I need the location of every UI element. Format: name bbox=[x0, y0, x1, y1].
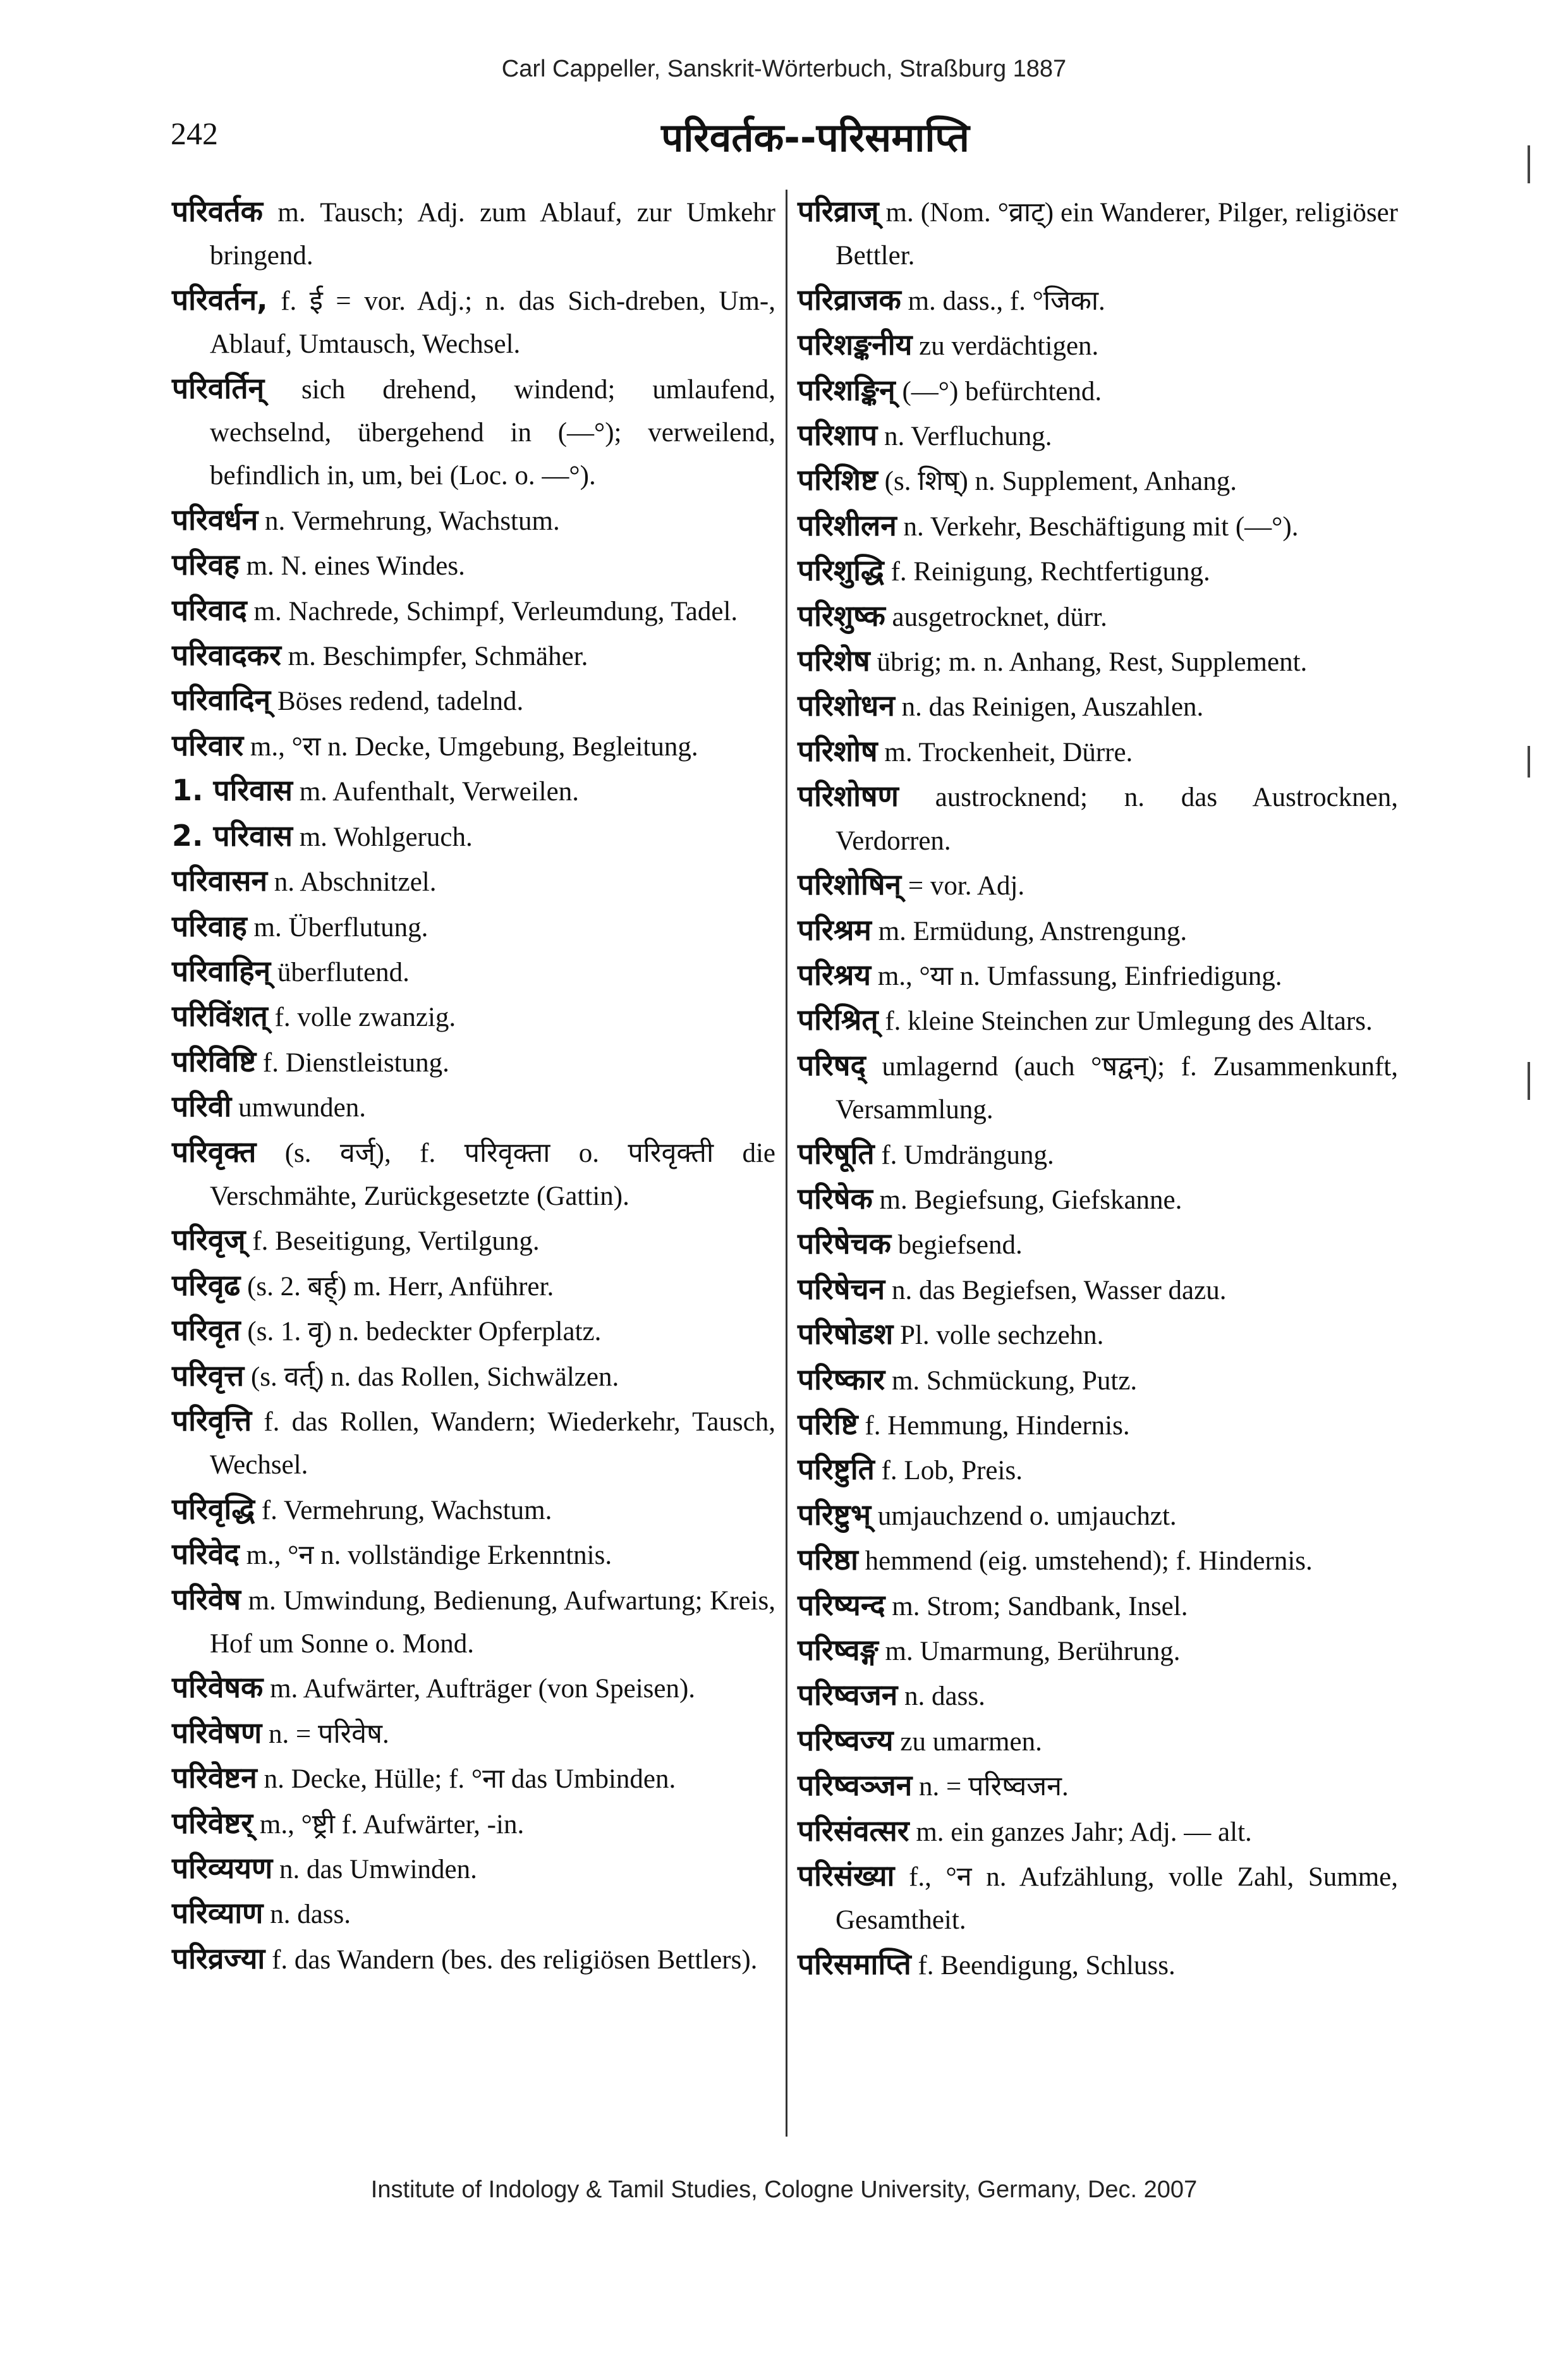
entry-definition: (s. वर्त्) n. das Rollen, Sichwälzen. bbox=[244, 1362, 619, 1392]
dictionary-entry bbox=[172, 1130, 775, 1219]
entry-headword: परिशुद्धि bbox=[798, 553, 884, 588]
dictionary-entry bbox=[798, 190, 1398, 278]
entry-definition: n. = परिष्वजन. bbox=[912, 1772, 1069, 1802]
page-number: 242 bbox=[171, 116, 218, 151]
entry-definition: m., °ष्ट्री f. Aufwärter, -in. bbox=[253, 1809, 525, 1839]
entry-definition: umwunden. bbox=[231, 1093, 366, 1123]
entry-definition: m. Wohlgeruch. bbox=[292, 822, 473, 852]
entry-definition: m., °या n. Umfassung, Einfriedigung. bbox=[871, 961, 1282, 991]
entry-definition: n. Vermehrung, Wachstum. bbox=[258, 506, 560, 536]
dictionary-entry bbox=[798, 863, 1398, 908]
dictionary-entry bbox=[172, 498, 775, 543]
entry-definition: ausgetrocknet, dürr. bbox=[885, 602, 1107, 632]
dictionary-entry bbox=[798, 953, 1398, 998]
entry-headword: परिवर्तन, bbox=[172, 282, 268, 317]
entry-definition: m. Schmückung, Putz. bbox=[885, 1365, 1138, 1396]
dictionary-entry bbox=[172, 859, 775, 904]
entry-headword: परिशोषिन् bbox=[798, 867, 902, 902]
entry-headword: परिष्वञ्जन bbox=[798, 1768, 913, 1803]
dictionary-entry bbox=[798, 369, 1398, 413]
entry-definition: m. Trockenheit, Dürre. bbox=[877, 737, 1133, 767]
dictionary-entry bbox=[798, 278, 1398, 323]
dictionary-entry bbox=[798, 323, 1398, 368]
entry-headword: परिसंख्या bbox=[798, 1858, 895, 1893]
entry-headword: परिव्राजक bbox=[798, 282, 901, 317]
entry-definition: zu verdächtigen. bbox=[912, 331, 1099, 362]
entry-headword: परिवासन bbox=[172, 863, 267, 898]
dictionary-entry bbox=[172, 1218, 775, 1263]
entry-definition: n. Decke, Hülle; f. °ना das Umbinden. bbox=[257, 1764, 676, 1795]
entry-definition: n. = परिवेष. bbox=[262, 1719, 389, 1749]
entry-headword: परिशङ्किन् bbox=[798, 372, 896, 407]
entry-definition: sich drehend, windend; umlaufend, wechselnd, übergehend in (—°); verweilend, befindlich in, um, bei (Loc. o. —°). bbox=[210, 374, 775, 491]
entry-headword: परिष्कार bbox=[798, 1362, 885, 1396]
entry-headword: परिवर्धन bbox=[172, 502, 258, 537]
dictionary-entry bbox=[172, 769, 775, 814]
dictionary-entry bbox=[798, 1673, 1398, 1718]
entry-headword: 2. परिवास bbox=[172, 818, 293, 853]
dictionary-entry bbox=[172, 589, 775, 633]
dictionary-entry bbox=[798, 1719, 1398, 1764]
dictionary-entry bbox=[798, 504, 1398, 549]
entry-definition: Pl. volle sechzehn. bbox=[893, 1321, 1104, 1351]
dictionary-entry bbox=[172, 678, 775, 723]
entry-definition: (s. 1. वृ) n. bedeckter Opferplatz. bbox=[240, 1317, 602, 1347]
entry-headword: परिशाप bbox=[798, 418, 878, 453]
dictionary-entry bbox=[798, 1044, 1398, 1132]
entry-headword: परिव्राज् bbox=[798, 194, 879, 228]
entry-headword: परिवृत्त bbox=[172, 1358, 245, 1393]
entry-definition: m. Aufwärter, Aufträger (von Speisen). bbox=[263, 1674, 696, 1704]
entry-headword: परिविष्टि bbox=[172, 1044, 257, 1078]
dictionary-entry bbox=[798, 413, 1398, 458]
dictionary-entry bbox=[172, 190, 775, 278]
dictionary-entry bbox=[172, 994, 775, 1039]
entry-headword: परिवाद bbox=[172, 592, 247, 627]
entry-definition: m. Tausch; Adj. zum Ablauf, zur Umkehr bringend. bbox=[210, 198, 775, 271]
entry-headword: परिश्रित् bbox=[798, 1003, 878, 1037]
left-column bbox=[172, 190, 775, 1982]
entry-definition: n. Verfluchung. bbox=[877, 422, 1052, 452]
entry-definition: m. Umwindung, Bedienung, Aufwartung; Kreis, Hof um Sonne o. Mond. bbox=[210, 1585, 775, 1659]
running-head: परिवर्तक--परिसमाप्ति bbox=[661, 114, 969, 161]
dictionary-entry bbox=[798, 639, 1398, 684]
entry-headword: परिवृत्ति bbox=[172, 1403, 252, 1437]
entry-headword: परिवह bbox=[172, 547, 240, 582]
entry-headword: परिवेषण bbox=[172, 1715, 262, 1750]
entry-definition: n. das Begiefsen, Wasser dazu. bbox=[885, 1275, 1227, 1305]
entry-definition: f. Lob, Preis. bbox=[874, 1456, 1023, 1486]
entry-definition: (s. 2. बर्ह्) m. Herr, Anführer. bbox=[240, 1271, 554, 1302]
entry-headword: परिसमाप्ति bbox=[798, 1946, 911, 1981]
institution-line: Institute of Indology & Tamil Studies, Cologne University, Germany, Dec. 2007 bbox=[370, 2176, 1198, 2203]
entry-definition: n. dass. bbox=[897, 1681, 985, 1712]
dictionary-entry bbox=[172, 543, 775, 588]
entry-definition: hemmend (eig. umstehend); f. Hindernis. bbox=[858, 1546, 1313, 1577]
entry-headword: परिवर्तिन् bbox=[172, 370, 265, 405]
dictionary-entry bbox=[172, 949, 775, 994]
dictionary-entry bbox=[798, 1854, 1398, 1943]
dictionary-entry bbox=[172, 905, 775, 949]
dictionary-entry bbox=[172, 1846, 775, 1891]
dictionary-entry bbox=[172, 1354, 775, 1399]
dictionary-entry bbox=[172, 1040, 775, 1085]
entry-headword: परिष्यन्द bbox=[798, 1587, 885, 1622]
entry-headword: परिषेक bbox=[798, 1181, 873, 1216]
dictionary-entry bbox=[798, 1764, 1398, 1809]
dictionary-entry bbox=[798, 1628, 1398, 1673]
entry-definition: m., °रा n. Decke, Umgebung, Begleitung. bbox=[243, 731, 698, 762]
dictionary-entry bbox=[798, 1538, 1398, 1583]
entry-headword: परिश्रम bbox=[798, 912, 872, 947]
entry-headword: परिष्ठा bbox=[798, 1542, 858, 1577]
entry-definition: m. dass., f. °जिका. bbox=[901, 286, 1105, 316]
entry-definition: f. Vermehrung, Wachstum. bbox=[255, 1495, 552, 1525]
dictionary-entry bbox=[172, 1264, 775, 1309]
entry-headword: परिशोधन bbox=[798, 688, 895, 723]
right-column bbox=[798, 190, 1398, 1987]
dictionary-entry bbox=[172, 1487, 775, 1532]
dictionary-entry bbox=[172, 1802, 775, 1846]
dictionary-entry bbox=[798, 1448, 1398, 1492]
entry-definition: m. (Nom. °व्राट्) ein Wanderer, Pilger, religiöser Bettler. bbox=[836, 198, 1398, 271]
entry-headword: परिव्रज्या bbox=[172, 1941, 265, 1975]
dictionary-entry bbox=[798, 1312, 1398, 1357]
entry-headword: परिष्वजन bbox=[798, 1678, 898, 1712]
entry-headword: परिशङ्कनीय bbox=[798, 327, 913, 362]
entry-definition: übrig; m. n. Anhang, Rest, Supplement. bbox=[870, 647, 1308, 678]
entry-definition: f. ई = vor. Adj.; n. das Sich-dreben, Um-, Ablauf, Umtausch, Wechsel. bbox=[210, 286, 775, 360]
entry-definition: f. Reinigung, Rechtfertigung. bbox=[884, 557, 1210, 587]
dictionary-entry bbox=[798, 1358, 1398, 1403]
dictionary-entry bbox=[172, 633, 775, 678]
entry-definition: umjauchzend o. umjauchzt. bbox=[871, 1501, 1177, 1531]
column-divider bbox=[786, 190, 787, 2137]
entry-definition: (s. वर्ज्), f. परिवृक्ता o. परिवृक्ती die Verschmähte, Zurückgesetzte (Gattin). bbox=[210, 1138, 775, 1211]
entry-definition: n. Verkehr, Beschäftigung mit (—°). bbox=[896, 511, 1299, 542]
dictionary-entry bbox=[798, 1132, 1398, 1177]
entry-definition: m., °न n. vollständige Erkenntnis. bbox=[239, 1540, 612, 1571]
dictionary-entry bbox=[172, 1711, 775, 1756]
entry-headword: परिव्याण bbox=[172, 1896, 264, 1931]
entry-definition: f. das Rollen, Wandern; Wiederkehr, Tausch, Wechsel. bbox=[210, 1406, 775, 1480]
entry-definition: f. Beseitigung, Vertilgung. bbox=[245, 1226, 540, 1257]
entry-headword: परिशीलन bbox=[798, 508, 897, 542]
entry-headword: परिशेष bbox=[798, 644, 870, 678]
entry-definition: n. dass. bbox=[263, 1900, 351, 1930]
entry-headword: परिवेष bbox=[172, 1582, 241, 1616]
entry-definition: Böses redend, tadelnd. bbox=[270, 686, 524, 717]
entry-definition: m. Umarmung, Berührung. bbox=[878, 1637, 1181, 1666]
entry-definition: m. Nachrede, Schimpf, Verleumdung, Tadel. bbox=[246, 596, 738, 626]
margin-mark bbox=[1528, 1062, 1530, 1100]
entry-headword: परिष्टुति bbox=[798, 1452, 875, 1487]
dictionary-entry bbox=[798, 1493, 1398, 1538]
entry-headword: परिष्वज्य bbox=[798, 1723, 894, 1757]
entry-definition: m. Begiefsung, Giefskanne. bbox=[872, 1185, 1182, 1215]
dictionary-entry bbox=[798, 1809, 1398, 1854]
entry-definition: f. Hemmung, Hindernis. bbox=[858, 1410, 1130, 1441]
entry-headword: परिवेद bbox=[172, 1537, 240, 1571]
entry-headword: परिशिष्ट bbox=[798, 463, 878, 497]
entry-headword: परिश्रय bbox=[798, 957, 872, 992]
dictionary-entry bbox=[798, 1403, 1398, 1448]
entry-headword: परिवर्तक bbox=[172, 194, 263, 228]
dictionary-entry bbox=[798, 774, 1398, 863]
entry-headword: परिष्वङ्ग bbox=[798, 1633, 878, 1667]
entry-headword: परिशोष bbox=[798, 733, 878, 768]
dictionary-entry bbox=[798, 1583, 1398, 1628]
dictionary-entry bbox=[172, 367, 775, 498]
entry-definition: m. ein ganzes Jahr; Adj. — alt. bbox=[909, 1817, 1252, 1847]
dictionary-entry bbox=[798, 1267, 1398, 1312]
entry-definition: f. das Wandern (bes. des religiösen Bettlers). bbox=[265, 1944, 758, 1975]
entry-headword: परिषद् bbox=[798, 1047, 866, 1082]
entry-headword: परिविंशत् bbox=[172, 999, 268, 1034]
entry-headword: परिवृक्त bbox=[172, 1134, 257, 1169]
entry-headword: परिषेचन bbox=[798, 1271, 885, 1306]
entry-headword: परिवादकर bbox=[172, 638, 281, 673]
entry-headword: परिवाहिन् bbox=[172, 953, 271, 988]
dictionary-entry bbox=[798, 594, 1398, 639]
entry-headword: परिवृत bbox=[172, 1313, 241, 1348]
dictionary-entry bbox=[172, 1532, 775, 1577]
entry-definition: austrocknend; n. das Austrocknen, Verdorren. bbox=[836, 783, 1398, 856]
dictionary-entry bbox=[798, 1943, 1398, 1987]
dictionary-entry bbox=[798, 1177, 1398, 1222]
entry-headword: परिवेषक bbox=[172, 1670, 264, 1705]
entry-headword: परिषोडश bbox=[798, 1317, 894, 1351]
entry-headword: परिवाह bbox=[172, 908, 247, 943]
dictionary-entry bbox=[172, 1578, 775, 1666]
entry-headword: 1. परिवास bbox=[172, 773, 293, 808]
dictionary-entry bbox=[172, 1666, 775, 1711]
entry-definition: n. das Umwinden. bbox=[272, 1855, 477, 1885]
entry-definition: m. Strom; Sandbank, Insel. bbox=[885, 1591, 1188, 1621]
dictionary-entry bbox=[798, 729, 1398, 774]
entry-definition: = vor. Adj. bbox=[901, 871, 1025, 901]
dictionary-entry bbox=[798, 1222, 1398, 1267]
entry-headword: परिवृज् bbox=[172, 1223, 246, 1257]
entry-definition: f. Beendigung, Schluss. bbox=[911, 1950, 1176, 1980]
entry-headword: परिव्ययण bbox=[172, 1851, 273, 1886]
entry-definition: f. kleine Steinchen zur Umlegung des Altars. bbox=[878, 1006, 1373, 1037]
entry-headword: परिष्टि bbox=[798, 1406, 858, 1441]
entry-headword: परिवेष्टर् bbox=[172, 1805, 253, 1840]
entry-definition: n. das Reinigen, Auszahlen. bbox=[894, 692, 1204, 723]
dictionary-entry bbox=[172, 278, 775, 367]
dictionary-entry bbox=[172, 814, 775, 859]
dictionary-entry bbox=[798, 458, 1398, 503]
dictionary-entry bbox=[172, 1937, 775, 1982]
entry-definition: umlagernd (auch °षद्वन्); f. Zusammenkunft, Versammlung. bbox=[836, 1051, 1398, 1125]
dictionary-entry bbox=[798, 908, 1398, 953]
entry-headword: परिवादिन् bbox=[172, 683, 271, 717]
entry-headword: परिसंवत्सर bbox=[798, 1813, 909, 1848]
dictionary-entry bbox=[172, 724, 775, 769]
entry-headword: परिशुष्क bbox=[798, 598, 885, 633]
entry-definition: f. Dienstleistung. bbox=[256, 1047, 449, 1078]
entry-headword: परिवृढ bbox=[172, 1267, 241, 1302]
entry-definition: n. Abschnitzel. bbox=[267, 867, 437, 898]
entry-headword: परिषेचक bbox=[798, 1226, 891, 1261]
entry-definition: f., °न n. Aufzählung, volle Zahl, Summe, Gesamtheit. bbox=[836, 1862, 1398, 1936]
entry-definition: m. N. eines Windes. bbox=[239, 551, 465, 582]
entry-headword: परिवार bbox=[172, 728, 244, 762]
entry-definition: m. Überflutung. bbox=[246, 912, 428, 943]
entry-headword: परिशोषण bbox=[798, 779, 899, 814]
dictionary-entry bbox=[798, 684, 1398, 729]
entry-headword: परिवृद्धि bbox=[172, 1491, 255, 1526]
dictionary-entry bbox=[172, 1399, 775, 1487]
entry-headword: परिवी bbox=[172, 1089, 232, 1124]
dictionary-entry bbox=[172, 1309, 775, 1353]
entry-definition: begiefsend. bbox=[890, 1230, 1023, 1260]
entry-headword: परिवेष्टन bbox=[172, 1760, 257, 1795]
entry-definition: (s. शिष्) n. Supplement, Anhang. bbox=[877, 467, 1237, 497]
dictionary-entry bbox=[798, 549, 1398, 594]
entry-definition: zu umarmen. bbox=[893, 1726, 1042, 1757]
dictionary-entry bbox=[172, 1891, 775, 1936]
margin-mark bbox=[1528, 145, 1530, 183]
dictionary-entry bbox=[798, 998, 1398, 1043]
entry-definition: überflutend. bbox=[270, 957, 410, 987]
entry-definition: f. volle zwanzig. bbox=[267, 1003, 456, 1033]
entry-definition: (—°) befürchtend. bbox=[895, 376, 1102, 406]
entry-definition: m. Beschimpfer, Schmäher. bbox=[281, 642, 588, 672]
dictionary-entry bbox=[172, 1756, 775, 1801]
margin-mark bbox=[1528, 746, 1530, 778]
entry-definition: m. Ermüdung, Anstrengung. bbox=[871, 916, 1188, 946]
entry-definition: m. Aufenthalt, Verweilen. bbox=[292, 777, 579, 807]
entry-definition: f. Umdrängung. bbox=[874, 1140, 1054, 1170]
source-line: Carl Cappeller, Sanskrit-Wörterbuch, Straßburg 1887 bbox=[501, 56, 1067, 82]
entry-headword: परिष्टुभ् bbox=[798, 1497, 872, 1532]
dictionary-entry bbox=[172, 1085, 775, 1130]
entry-headword: परिषूति bbox=[798, 1136, 875, 1171]
